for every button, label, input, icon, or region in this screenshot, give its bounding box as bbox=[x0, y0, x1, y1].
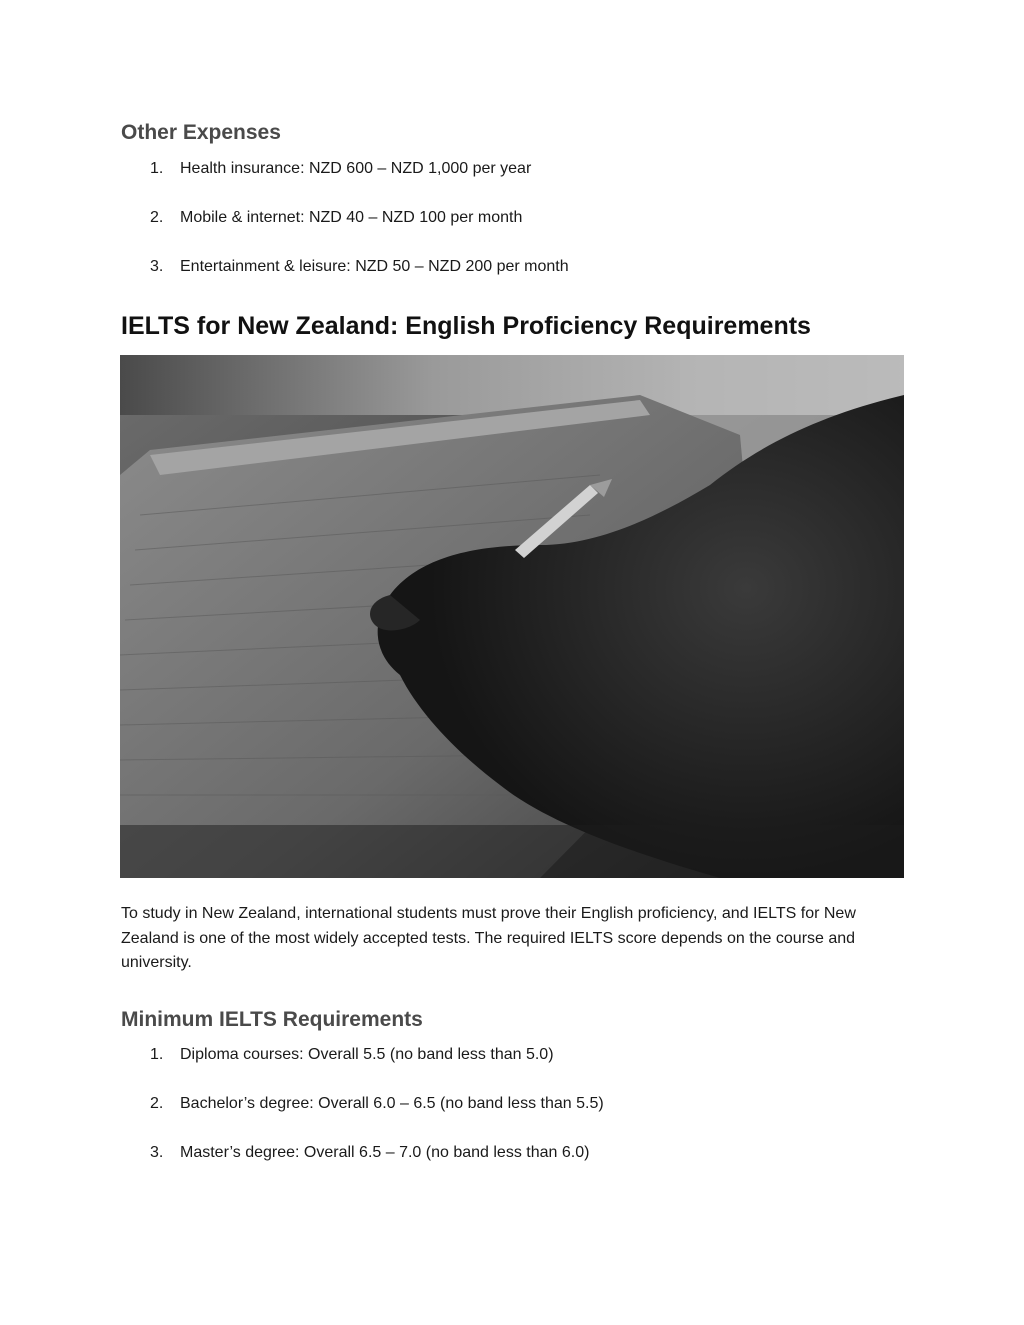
list-item-text: Bachelor’s degree: Overall 6.0 – 6.5 (no band less than 5.5) bbox=[180, 1095, 604, 1112]
ielts-paragraph: To study in New Zealand, international students must prove their English proficiency, and IELTS for New Zealand is one of the most widely accepted tests. The required IELTS score depends on the course and university. bbox=[121, 905, 856, 971]
ielts-heading: IELTS for New Zealand: English Proficiency Requirements bbox=[121, 312, 811, 340]
list-item bbox=[150, 257, 569, 276]
other-expenses-heading: Other Expenses bbox=[121, 121, 281, 144]
list-item-text: Health insurance: NZD 600 – NZD 1,000 per year bbox=[180, 160, 532, 177]
list-number: 2. bbox=[150, 209, 164, 226]
list-item bbox=[150, 1143, 589, 1162]
list-item bbox=[150, 159, 531, 178]
list-item bbox=[150, 1094, 604, 1113]
list-item bbox=[150, 1045, 554, 1064]
list-item-text: Master’s degree: Overall 6.5 – 7.0 (no band less than 6.0) bbox=[180, 1144, 590, 1161]
list-number: 3. bbox=[150, 1144, 164, 1161]
list-number: 3. bbox=[150, 258, 164, 275]
list-item-text: Diploma courses: Overall 5.5 (no band less than 5.0) bbox=[180, 1046, 554, 1063]
list-number: 2. bbox=[150, 1095, 164, 1112]
student-writing-photo bbox=[120, 355, 904, 878]
list-number: 1. bbox=[150, 160, 164, 177]
list-item-text: Entertainment & leisure: NZD 50 – NZD 200 per month bbox=[180, 258, 569, 275]
list-number: 1. bbox=[150, 1046, 164, 1063]
list-item bbox=[150, 208, 522, 227]
minimum-ielts-heading: Minimum IELTS Requirements bbox=[121, 1008, 423, 1031]
list-item-text: Mobile & internet: NZD 40 – NZD 100 per month bbox=[180, 209, 523, 226]
